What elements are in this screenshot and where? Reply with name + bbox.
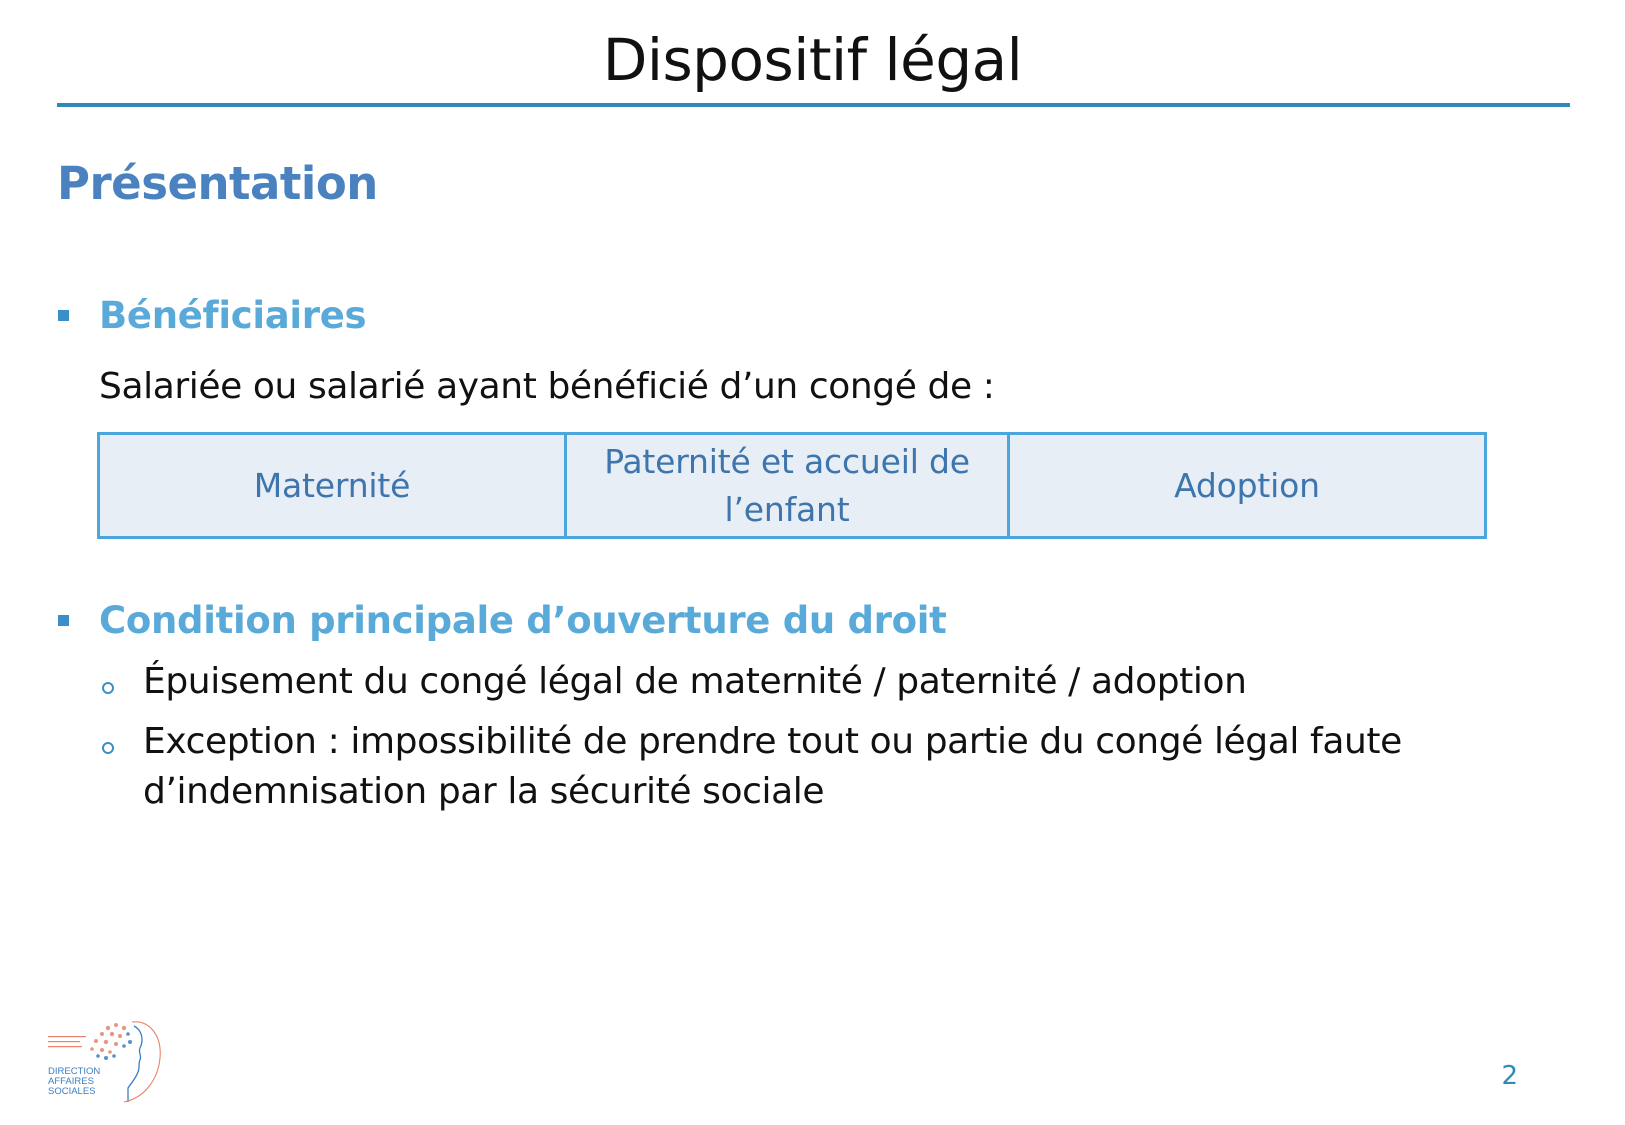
slide-title: Dispositif légal [602,26,1023,94]
condition-item: Épuisement du congé légal de maternité / paternité / adoption [143,661,1247,702]
square-bullet-icon [58,310,69,321]
logo-text-line: AFFAIRES [48,1076,94,1087]
circle-bullet-icon [102,742,114,754]
leave-type-cell: Maternité [253,465,411,505]
condition-heading: Condition principale d’ouverture du droit [99,599,947,642]
leave-type-cell: Paternité et accueil de l’enfant [564,435,1007,536]
logo-text-line: SOCIALES [48,1086,96,1097]
circle-bullet-icon [102,682,114,694]
section-heading: Présentation [57,157,378,210]
leave-type-cell: Adoption [1007,435,1484,536]
page-number: 2 [1501,1061,1518,1091]
direction-affaires-sociales-logo-icon [46,1016,166,1106]
square-bullet-icon [58,615,69,626]
title-divider [57,103,1570,107]
logo-text-line: DIRECTION [48,1066,101,1077]
leave-types-table [97,432,1487,539]
condition-item: Exception : impossibilité de prendre tout ou partie du congé légal faute d’indemnisation par la sécurité sociale [143,721,1402,812]
beneficiaires-intro: Salariée ou salarié ayant bénéficié d’un congé de : [99,366,995,407]
beneficiaires-heading: Bénéficiaires [99,294,367,337]
